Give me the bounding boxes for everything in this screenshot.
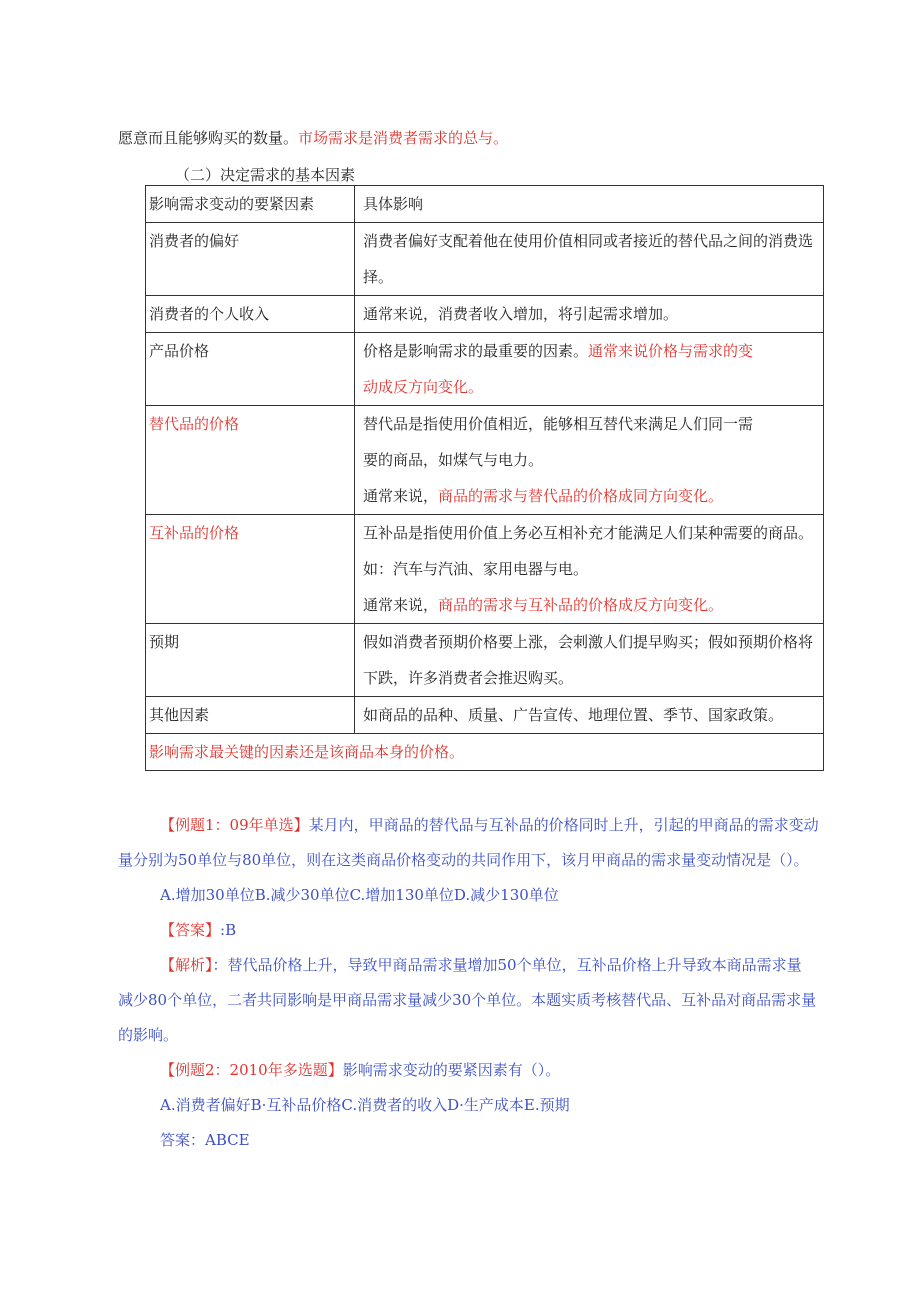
table-row — [146, 406, 824, 515]
intro-highlight: 市场需求是消费者需求的总与。 — [298, 129, 509, 147]
effect-text: 下跌，许多消费者会推迟购买。 — [363, 669, 574, 687]
example1-answer — [118, 913, 858, 948]
example1-analysis-line2: 减少80个单位，二者共同影响是甲商品需求量减少30个单位。本题实质考核替代品、互补品对商品需求量 — [118, 991, 817, 1009]
example1-analysis-part1: ：替代品价格上升，导致甲商品需求量增加50个单位，互补品价格上升导致本商品需求量 — [212, 956, 802, 974]
effect-text: 互补品是指使用价值上务必互相补充才能满足人们某种需要的商品。 — [363, 524, 814, 542]
effect-text: 价格是影响需求的最重要的因素。 — [363, 342, 589, 360]
intro-line — [118, 127, 508, 148]
example1-question-part1: 某月内，甲商品的替代品与互补品的价格同时上升，引起的甲商品的需求变动 — [308, 816, 819, 834]
effect-line — [363, 515, 820, 551]
example2-options: A.消费者偏好B·互补品价格C.消费者的收入D·生产成本E.预期 — [160, 1096, 570, 1114]
effect-text: 择。 — [363, 268, 394, 286]
effect-line — [363, 259, 820, 295]
example1-answer-tag: 【答案】 — [160, 921, 221, 939]
factor-cell: 互补品的价格 — [146, 515, 355, 624]
effect-line — [363, 478, 820, 514]
table-row — [146, 624, 824, 697]
effect-cell — [355, 697, 824, 734]
effect-line — [363, 660, 820, 696]
example1-tag: 【例题1：09年单选】 — [160, 816, 309, 834]
demand-factors-table — [145, 185, 824, 771]
effect-text: 动成反方向变化。 — [363, 378, 484, 396]
effect-cell — [355, 296, 824, 333]
header-effect: 具体影响 — [355, 186, 824, 223]
section-title: （二）决定需求的基本因素 — [175, 166, 356, 184]
table-note-row — [146, 734, 824, 771]
table-row — [146, 223, 824, 296]
effect-line — [363, 697, 820, 733]
effect-cell — [355, 333, 824, 406]
table-row — [146, 515, 824, 624]
factor-cell: 消费者的个人收入 — [146, 296, 355, 333]
effect-line — [363, 223, 820, 259]
factor-cell: 消费者的偏好 — [146, 223, 355, 296]
effect-text: 消费者偏好支配着他在使用价值相同或者接近的替代品之间的消费选 — [363, 232, 814, 250]
effect-line — [363, 587, 820, 623]
factor-cell: 替代品的价格 — [146, 406, 355, 515]
table-row — [146, 333, 824, 406]
factor-cell: 产品价格 — [146, 333, 355, 406]
effect-line — [363, 442, 820, 478]
effect-text: 替代品是指使用价值相近，能够相互替代来满足人们同一需 — [363, 415, 754, 433]
effect-line — [363, 369, 820, 405]
effect-text: 通常来说，消费者收入增加，将引起需求增加。 — [363, 305, 679, 323]
header-factor: 影响需求变动的要紧因素 — [146, 186, 355, 223]
effect-line — [363, 333, 820, 369]
table-row — [146, 697, 824, 734]
example1-analysis-line1 — [118, 948, 858, 983]
example2-question — [118, 1053, 858, 1088]
effect-line — [363, 406, 820, 442]
factor-cell: 其他因素 — [146, 697, 355, 734]
effect-cell — [355, 624, 824, 697]
key-factor-note: 影响需求最关键的因素还是该商品本身的价格。 — [146, 734, 824, 771]
example1-answer-value: :B — [220, 921, 237, 939]
example1-analysis-tag: 【解析】 — [160, 956, 213, 974]
effect-text: 如：汽车与汽油、家用电器与电。 — [363, 560, 589, 578]
effect-line — [363, 624, 820, 660]
example1-options: A.增加30单位B.减少30单位C.增加130单位D.减少130单位 — [160, 886, 559, 904]
factor-cell: 预期 — [146, 624, 355, 697]
table-row — [146, 296, 824, 333]
effect-text: 商品的需求与互补品的价格成反方向变化。 — [438, 596, 724, 614]
example1-question-line2: 量分别为50单位与80单位，则在这类商品价格变动的共同作用下，该月甲商品的需求量变动情况是（）。 — [118, 851, 809, 869]
example1-analysis-line3: 的影响。 — [118, 1026, 179, 1044]
effect-cell — [355, 223, 824, 296]
effect-text: 如商品的品种、质量、广告宣传、地理位置、季节、国家政策。 — [363, 706, 784, 724]
effect-line — [363, 296, 820, 332]
effect-text: 通常来说， — [363, 596, 439, 614]
effect-text: 假如消费者预期价格要上涨，会刺激人们提早购买；假如预期价格将 — [363, 633, 814, 651]
example1-question-line1 — [118, 808, 858, 843]
example2-answer: 答案：ABCE — [160, 1131, 250, 1149]
intro-text: 愿意而且能够购买的数量。 — [118, 129, 299, 147]
effect-line — [363, 551, 820, 587]
effect-text: 商品的需求与替代品的价格成同方向变化。 — [438, 487, 724, 505]
effect-cell — [355, 406, 824, 515]
table-header-row — [146, 186, 824, 223]
effect-cell — [355, 515, 824, 624]
example2-tag: 【例题2：2010年多选题】 — [160, 1061, 343, 1079]
effect-text: 通常来说价格与需求的变 — [588, 342, 754, 360]
effect-text: 通常来说， — [363, 487, 439, 505]
example2-question-text: 影响需求变动的要紧因素有（）。 — [342, 1061, 561, 1079]
examples-section — [118, 808, 858, 1158]
effect-text: 要的商品，如煤气与电力。 — [363, 451, 544, 469]
